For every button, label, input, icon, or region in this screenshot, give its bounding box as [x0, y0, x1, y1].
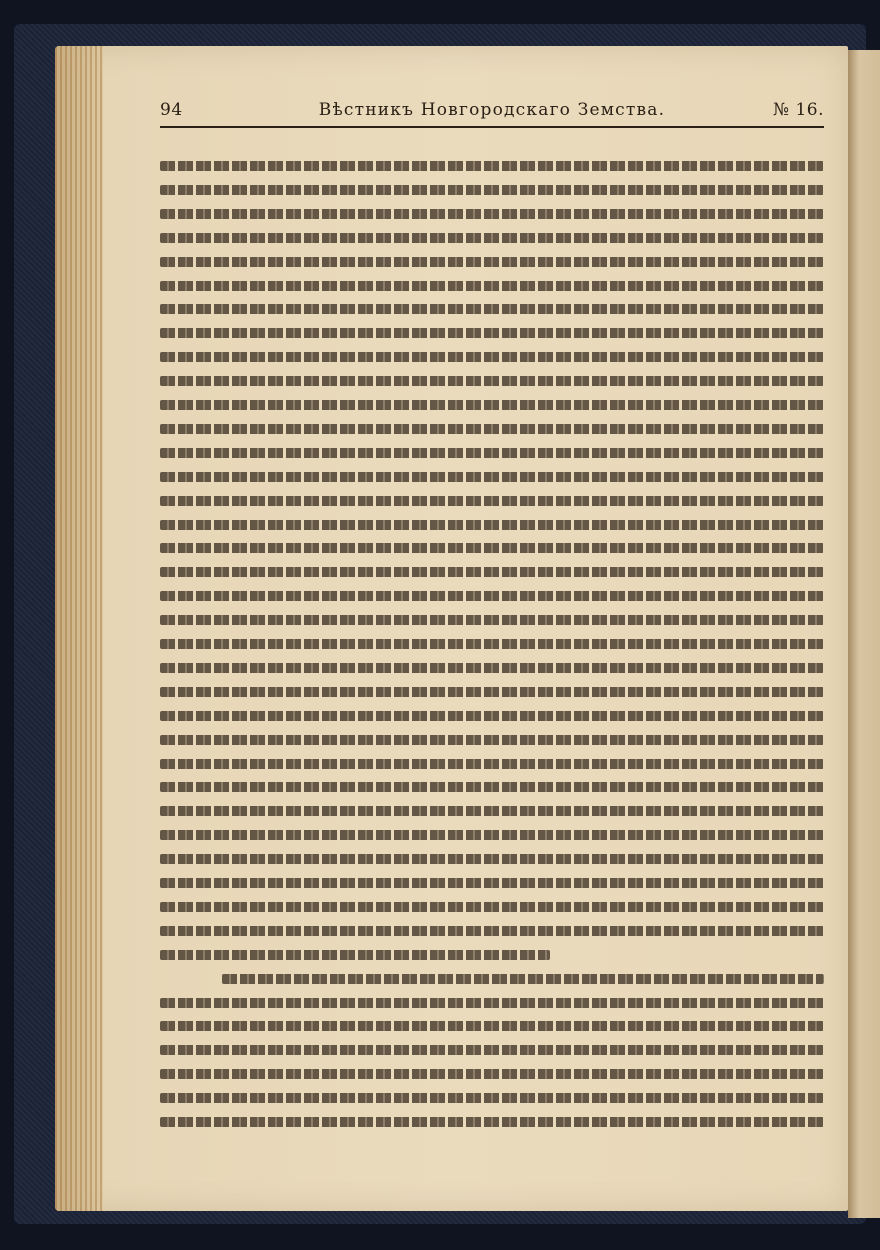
text-line	[160, 854, 824, 864]
text-line	[160, 543, 824, 553]
text-line	[160, 161, 824, 171]
text-line	[160, 257, 824, 267]
text-line	[160, 591, 824, 601]
text-line	[160, 735, 824, 745]
journal-title: Вѣстникъ Новгородскаго Земства.	[318, 100, 666, 120]
text-line	[160, 663, 824, 673]
text-line	[160, 352, 824, 362]
text-line	[160, 520, 824, 530]
text-line	[160, 1021, 824, 1031]
text-line	[160, 1045, 824, 1055]
next-page-edge	[848, 50, 880, 1218]
text-line	[160, 926, 824, 936]
text-line	[160, 448, 824, 458]
text-line	[160, 376, 824, 386]
text-line	[160, 328, 824, 338]
text-line	[160, 878, 824, 888]
text-line	[160, 1069, 824, 1079]
text-line	[160, 567, 824, 577]
text-line	[160, 185, 824, 195]
text-line	[160, 639, 824, 649]
running-head-rule	[160, 126, 824, 128]
page-number: 94	[160, 100, 183, 120]
text-line	[160, 902, 824, 912]
text-line	[160, 472, 824, 482]
body-text	[160, 155, 830, 1135]
text-line	[160, 1093, 824, 1103]
text-line	[160, 281, 824, 291]
text-line	[160, 687, 824, 697]
running-head	[160, 100, 824, 126]
text-line	[160, 424, 824, 434]
text-line	[222, 974, 824, 984]
page-fore-edge	[55, 46, 103, 1211]
text-line	[160, 711, 824, 721]
text-line	[160, 496, 824, 506]
text-line	[160, 233, 824, 243]
text-line	[160, 304, 824, 314]
text-line	[160, 400, 824, 410]
text-line	[160, 209, 824, 219]
text-line	[160, 950, 550, 960]
text-line	[160, 615, 824, 625]
text-line	[160, 998, 824, 1008]
text-line	[160, 830, 824, 840]
text-line	[160, 1117, 824, 1127]
text-line	[160, 782, 824, 792]
issue-number: № 16.	[772, 100, 824, 120]
text-line	[160, 759, 824, 769]
text-line	[160, 806, 824, 816]
